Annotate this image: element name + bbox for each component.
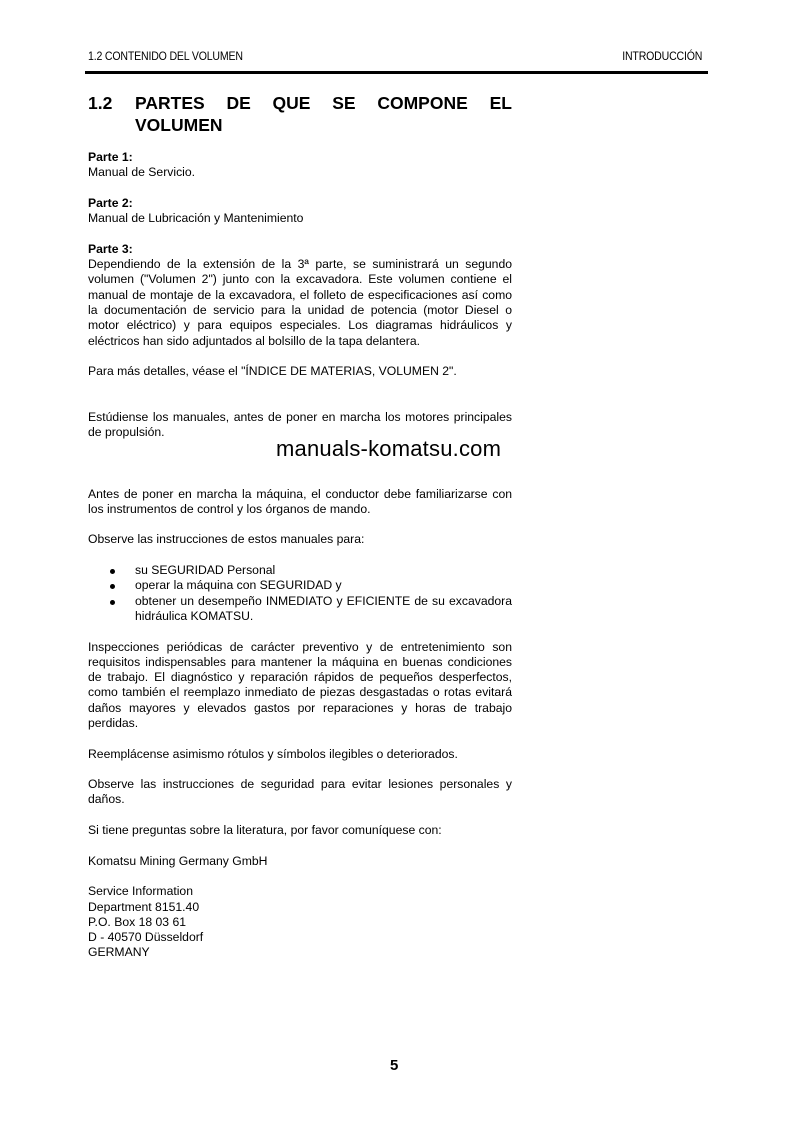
title-word: EL — [489, 93, 512, 113]
part-3-text: Dependiendo de la extensión de la 3ª parte, se suministrará un segundo volumen ("Volumen 2") junto con la excavadora. Este volumen contiene el manual de montaje de la excavadora, el folleto de especificaciones así como la documentación de servicio para la unidad de potencia (motor Diesel o motor eléctrico) y para equipos especiales. Los diagramas hidráulicos y eléctricos han sido adjuntados al bolsillo de la tapa delantera. — [88, 257, 512, 348]
inspections-paragraph: Inspecciones periódicas de carácter preventivo y de entretenimiento son requisitos indispensables para mantener la máquina en buenas condiciones de trabajo. El diagnóstico y reparación rápidos de pequeños desperfectos, como también el reemplazo inmediato de piezas desgastadas o rotas evitará daños mayores y elevados gastos por reparaciones y horas de trabajo perdidas. — [88, 639, 512, 730]
page-number: 5 — [390, 1057, 399, 1074]
contact-address — [88, 884, 512, 960]
company-name: Komatsu Mining Germany GmbH — [88, 853, 268, 868]
part-2-text: Manual de Lubricación y Mantenimiento — [88, 211, 304, 226]
bullet-icon — [110, 584, 115, 589]
header-divider — [85, 71, 708, 74]
bullet-item: su SEGURIDAD Personal — [88, 563, 512, 578]
body-content — [88, 150, 512, 961]
section-title-line-1 — [135, 92, 512, 114]
section-title-line-2: VOLUMEN — [135, 115, 223, 135]
safety-paragraph: Observe las instrucciones de seguridad para evitar lesiones personales y daños. — [88, 777, 512, 807]
study-paragraph: Estúdiense los manuales, antes de poner en marcha los motores principales de propulsión. — [88, 410, 512, 440]
section-title — [135, 92, 512, 136]
address-line: GERMANY — [88, 945, 150, 960]
title-word: DE — [226, 93, 251, 113]
details-paragraph: Para más detalles, véase el "ÍNDICE DE MATERIAS, VOLUMEN 2". — [88, 364, 457, 379]
part-1-text: Manual de Servicio. — [88, 165, 196, 180]
address-line: Department 8151.40 — [88, 899, 200, 914]
bullet-icon — [110, 569, 115, 574]
bullet-item: obtener un desempeño INMEDIATO y EFICIENTE de su excavadora hidráulica KOMATSU. — [88, 594, 512, 625]
replace-paragraph: Reemplácense asimismo rótulos y símbolos ilegibles o deteriorados. — [88, 746, 458, 761]
bullet-icon — [110, 600, 115, 605]
questions-paragraph: Si tiene preguntas sobre la literatura, por favor comuníquese con: — [88, 823, 442, 838]
title-word: PARTES — [135, 93, 205, 113]
address-line: D - 40570 Düsseldorf — [88, 930, 204, 945]
running-header — [88, 49, 702, 63]
part-2-label: Parte 2: — [88, 195, 133, 210]
part-3-label: Parte 3: — [88, 241, 133, 256]
watermark: manuals-komatsu.com — [276, 436, 502, 461]
bullet-item: operar la máquina con SEGURIDAD y — [88, 578, 512, 593]
part-1-label: Parte 1: — [88, 150, 133, 164]
title-word: COMPONE — [377, 93, 468, 113]
address-line: P.O. Box 18 03 61 — [88, 914, 187, 929]
familiarize-paragraph: Antes de poner en marcha la máquina, el conductor debe familiarizarse con los instrumentos de control y los órganos de mando. — [88, 486, 512, 516]
title-word: SE — [332, 93, 356, 113]
observe-intro: Observe las instrucciones de estos manuales para: — [88, 532, 365, 547]
bullet-list — [88, 563, 512, 624]
header-chapter-label: INTRODUCCIÓN — [622, 49, 703, 63]
title-word: QUE — [272, 93, 311, 113]
header-section-label: 1.2 CONTENIDO DEL VOLUMEN — [88, 49, 243, 63]
section-heading — [88, 92, 512, 136]
address-line: Service Information — [88, 884, 193, 899]
section-number: 1.2 — [88, 93, 113, 113]
